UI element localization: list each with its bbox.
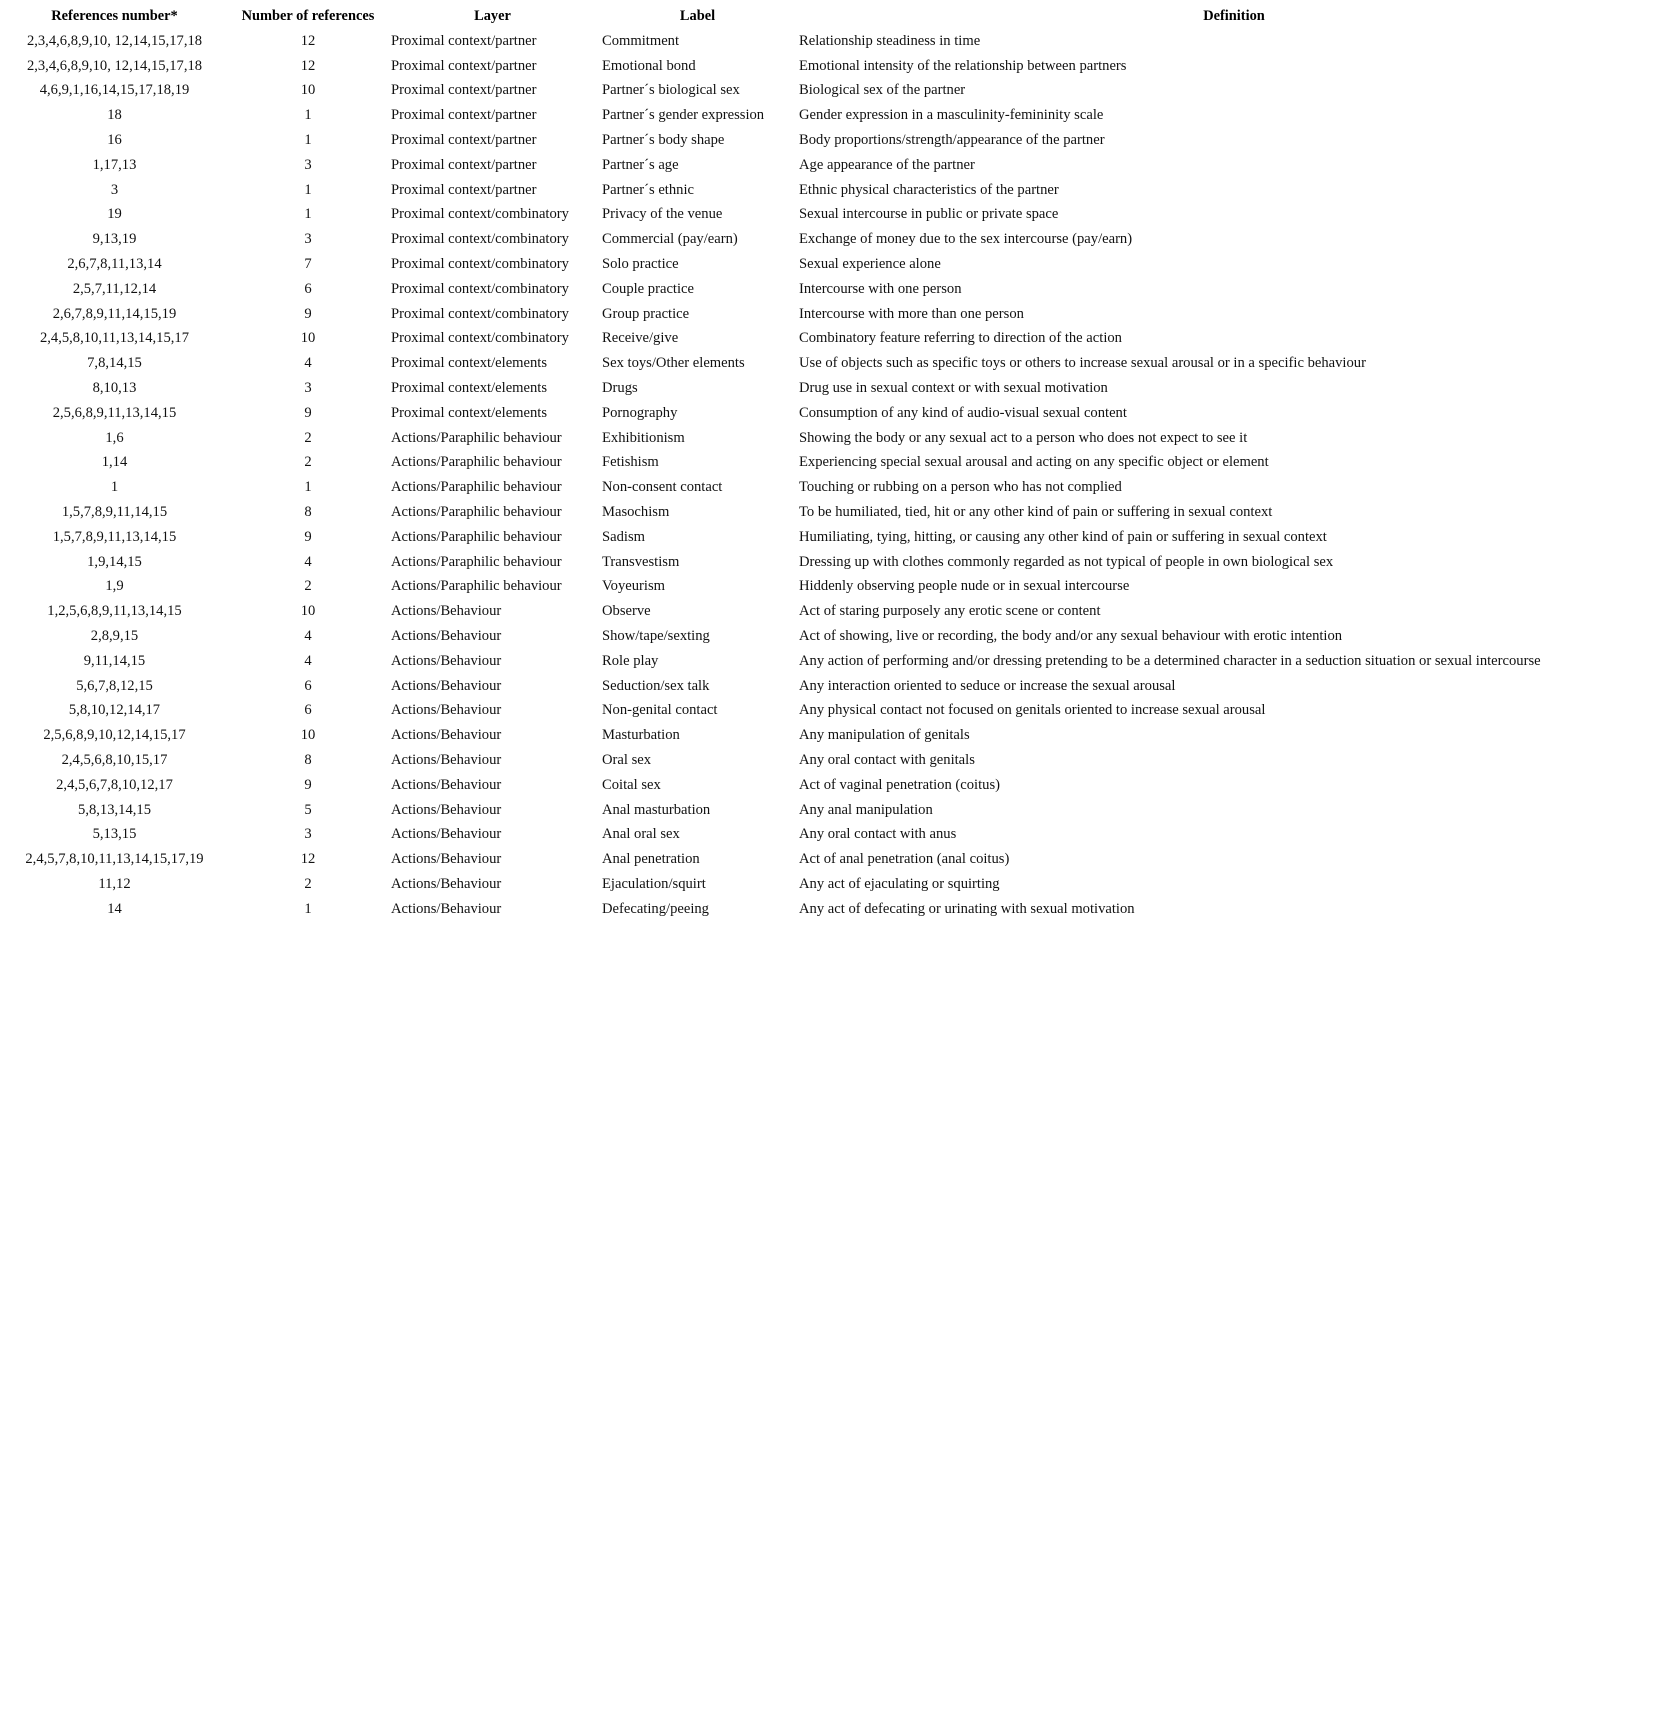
table-row (0, 773, 1671, 798)
number-of-references-cell: 4 (304, 627, 312, 644)
definition-cell: Act of staring purposely any erotic scene or content (799, 603, 1101, 620)
label-cell: Partner´s biological sex (602, 82, 740, 99)
definition-cell: Drug use in sexual context or with sexual motivation (799, 379, 1108, 396)
references-number-cell: 5,13,15 (92, 826, 137, 843)
number-of-references-cell: 12 (300, 851, 316, 868)
number-of-references-cell: 1 (304, 900, 312, 917)
label-cell: Transvestism (602, 553, 680, 570)
number-of-references-cell: 12 (300, 32, 316, 49)
table-body (0, 29, 1671, 922)
table-header-row (0, 4, 1671, 29)
number-of-references-cell: 6 (304, 677, 312, 694)
definition-cell: Any manipulation of genitals (799, 727, 970, 744)
definition-cell: Humiliating, tying, hitting, or causing any other kind of pain or suffering in sexual context (799, 528, 1327, 545)
definition-cell: Ethnic physical characteristics of the partner (799, 181, 1059, 198)
number-of-references-cell: 4 (304, 652, 312, 669)
label-cell: Masturbation (602, 727, 680, 744)
table-row (0, 277, 1671, 302)
references-number-cell: 2,5,6,8,9,10,12,14,15,17 (43, 727, 186, 744)
table-row (0, 351, 1671, 376)
layer-cell: Proximal context/elements (391, 404, 548, 421)
layer-cell: Proximal context/partner (391, 32, 537, 49)
definition-cell: Act of anal penetration (anal coitus) (799, 851, 1010, 868)
definition-cell: Intercourse with one person (799, 280, 962, 297)
references-number-cell: 2,4,5,6,7,8,10,12,17 (56, 776, 173, 793)
label-cell: Masochism (602, 503, 670, 520)
table-row (0, 54, 1671, 79)
references-number-cell: 4,6,9,1,16,14,15,17,18,19 (39, 82, 190, 99)
references-number-cell: 1,17,13 (92, 156, 137, 173)
references-table (0, 4, 1671, 921)
number-of-references-cell: 9 (304, 528, 312, 545)
references-number-cell: 19 (107, 206, 122, 223)
references-number-cell: 2,3,4,6,8,9,10, 12,14,15,17,18 (26, 57, 203, 74)
references-number-cell: 2,3,4,6,8,9,10, 12,14,15,17,18 (26, 32, 203, 49)
references-number-cell: 2,4,5,6,8,10,15,17 (61, 751, 168, 768)
references-number-cell: 1,5,7,8,9,11,14,15 (61, 503, 168, 520)
definition-cell: Any oral contact with anus (799, 826, 957, 843)
table-row (0, 128, 1671, 153)
table-row (0, 500, 1671, 525)
table-row (0, 525, 1671, 550)
table-row (0, 674, 1671, 699)
table-row (0, 153, 1671, 178)
number-of-references-cell: 10 (300, 727, 316, 744)
references-number-cell: 11,12 (98, 875, 131, 892)
definition-cell: Sexual intercourse in public or private space (799, 206, 1059, 223)
number-of-references-cell: 8 (304, 751, 312, 768)
layer-cell: Actions/Behaviour (391, 900, 502, 917)
layer-cell: Actions/Paraphilic behaviour (391, 553, 562, 570)
layer-cell: Proximal context/partner (391, 107, 537, 124)
number-of-references-cell: 1 (304, 181, 312, 198)
number-of-references-cell: 7 (304, 255, 312, 272)
references-number-cell: 2,5,6,8,9,11,13,14,15 (52, 404, 177, 421)
layer-cell: Proximal context/partner (391, 131, 537, 148)
layer-cell: Actions/Behaviour (391, 702, 502, 719)
number-of-references-cell: 6 (304, 280, 312, 297)
number-of-references-cell: 1 (304, 131, 312, 148)
table-row (0, 302, 1671, 327)
layer-cell: Actions/Paraphilic behaviour (391, 429, 562, 446)
layer-cell: Proximal context/partner (391, 156, 537, 173)
number-of-references-cell: 1 (304, 107, 312, 124)
label-cell: Anal penetration (602, 851, 700, 868)
label-cell: Voyeurism (602, 578, 665, 595)
number-of-references-cell: 12 (300, 57, 316, 74)
references-number-cell: 2,6,7,8,9,11,14,15,19 (52, 305, 177, 322)
references-number-cell: 2,4,5,8,10,11,13,14,15,17 (39, 330, 190, 347)
label-cell: Emotional bond (602, 57, 696, 74)
table-row (0, 227, 1671, 252)
label-cell: Fetishism (602, 454, 659, 471)
header-definition: Definition (1203, 8, 1265, 24)
table-row (0, 847, 1671, 872)
label-cell: Privacy of the venue (602, 206, 723, 223)
layer-cell: Proximal context/combinatory (391, 280, 569, 297)
table-row (0, 574, 1671, 599)
header-label: Label (679, 8, 716, 24)
number-of-references-cell: 4 (304, 553, 312, 570)
definition-cell: Exchange of money due to the sex intercourse (pay/earn) (799, 231, 1133, 248)
table-row (0, 599, 1671, 624)
definition-cell: Age appearance of the partner (799, 156, 975, 173)
table-row (0, 376, 1671, 401)
layer-cell: Proximal context/combinatory (391, 305, 569, 322)
label-cell: Solo practice (602, 255, 679, 272)
layer-cell: Actions/Paraphilic behaviour (391, 503, 562, 520)
definition-cell: Any act of defecating or urinating with sexual motivation (799, 900, 1135, 917)
definition-cell: Consumption of any kind of audio-visual sexual content (799, 404, 1127, 421)
number-of-references-cell: 3 (304, 379, 312, 396)
references-number-cell: 1,9,14,15 (87, 553, 142, 570)
references-number-cell: 9,13,19 (92, 231, 137, 248)
layer-cell: Actions/Paraphilic behaviour (391, 454, 562, 471)
references-number-cell: 5,6,7,8,12,15 (76, 677, 153, 694)
number-of-references-cell: 10 (300, 330, 316, 347)
layer-cell: Actions/Paraphilic behaviour (391, 578, 562, 595)
label-cell: Non-consent contact (602, 479, 723, 496)
table-row (0, 202, 1671, 227)
table-row (0, 401, 1671, 426)
definition-cell: Intercourse with more than one person (799, 305, 1024, 322)
label-cell: Show/tape/sexting (602, 627, 710, 644)
number-of-references-cell: 9 (304, 776, 312, 793)
label-cell: Anal masturbation (602, 801, 711, 818)
number-of-references-cell: 10 (300, 603, 316, 620)
label-cell: Role play (602, 652, 659, 669)
table-row (0, 178, 1671, 203)
number-of-references-cell: 1 (304, 206, 312, 223)
references-number-cell: 1,9 (105, 578, 124, 595)
label-cell: Commercial (pay/earn) (602, 231, 738, 248)
table-row (0, 103, 1671, 128)
number-of-references-cell: 4 (304, 355, 312, 372)
layer-cell: Actions/Behaviour (391, 727, 502, 744)
layer-cell: Proximal context/combinatory (391, 330, 569, 347)
table-row (0, 649, 1671, 674)
definition-cell: Dressing up with clothes commonly regarded as not typical of people in own biological sex (799, 553, 1334, 570)
label-cell: Drugs (602, 379, 638, 396)
definition-cell: Act of vaginal penetration (coitus) (799, 776, 1000, 793)
label-cell: Anal oral sex (602, 826, 680, 843)
number-of-references-cell: 6 (304, 702, 312, 719)
definition-cell: Sexual experience alone (799, 255, 941, 272)
references-number-cell: 1 (110, 479, 119, 496)
number-of-references-cell: 8 (304, 503, 312, 520)
definition-cell: Relationship steadiness in time (799, 32, 981, 49)
references-number-cell: 2,4,5,7,8,10,11,13,14,15,17,19 (25, 851, 204, 868)
table-row (0, 475, 1671, 500)
definition-cell: Combinatory feature referring to direction of the action (799, 330, 1122, 347)
definition-cell: To be humiliated, tied, hit or any other kind of pain or suffering in sexual context (799, 503, 1273, 520)
label-cell: Couple practice (602, 280, 694, 297)
definition-cell: Emotional intensity of the relationship between partners (799, 57, 1127, 74)
number-of-references-cell: 9 (304, 404, 312, 421)
label-cell: Ejaculation/squirt (602, 875, 706, 892)
definition-cell: Any anal manipulation (799, 801, 933, 818)
label-cell: Receive/give (602, 330, 679, 347)
table-row (0, 624, 1671, 649)
layer-cell: Proximal context/partner (391, 82, 537, 99)
label-cell: Sadism (602, 528, 645, 545)
layer-cell: Actions/Behaviour (391, 751, 502, 768)
label-cell: Commitment (602, 32, 680, 49)
table-row (0, 698, 1671, 723)
references-number-cell: 2,8,9,15 (90, 627, 139, 644)
label-cell: Sex toys/Other elements (602, 355, 745, 372)
number-of-references-cell: 2 (304, 429, 312, 446)
references-number-cell: 9,11,14,15 (83, 652, 146, 669)
table-row (0, 822, 1671, 847)
number-of-references-cell: 3 (304, 826, 312, 843)
layer-cell: Actions/Paraphilic behaviour (391, 528, 562, 545)
layer-cell: Proximal context/partner (391, 181, 537, 198)
layer-cell: Proximal context/combinatory (391, 255, 569, 272)
references-number-cell: 1,14 (101, 454, 128, 471)
table-row (0, 450, 1671, 475)
layer-cell: Actions/Behaviour (391, 652, 502, 669)
table-row (0, 748, 1671, 773)
layer-cell: Proximal context/elements (391, 379, 548, 396)
label-cell: Defecating/peeing (602, 900, 709, 917)
number-of-references-cell: 2 (304, 578, 312, 595)
header-layer: Layer (474, 8, 511, 24)
layer-cell: Proximal context/partner (391, 57, 537, 74)
references-number-cell: 3 (110, 181, 119, 198)
table-row (0, 426, 1671, 451)
table-row (0, 29, 1671, 54)
number-of-references-cell: 2 (304, 875, 312, 892)
references-number-cell: 1,5,7,8,9,11,13,14,15 (52, 528, 177, 545)
references-number-cell: 7,8,14,15 (87, 355, 142, 372)
references-number-cell: 16 (107, 131, 122, 148)
table-row (0, 326, 1671, 351)
references-number-cell: 5,8,10,12,14,17 (68, 702, 161, 719)
number-of-references-cell: 5 (304, 801, 312, 818)
number-of-references-cell: 1 (304, 479, 312, 496)
header-references-number: References number* (51, 8, 178, 24)
table-row (0, 252, 1671, 277)
references-number-cell: 2,6,7,8,11,13,14 (67, 255, 162, 272)
definition-cell: Act of showing, live or recording, the body and/or any sexual behaviour with erotic intention (799, 627, 1343, 644)
definition-cell: Body proportions/strength/appearance of the partner (799, 131, 1105, 148)
label-cell: Oral sex (602, 751, 652, 768)
label-cell: Partner´s age (602, 156, 679, 173)
definition-cell: Any interaction oriented to seduce or increase the sexual arousal (799, 677, 1176, 694)
definition-cell: Hiddenly observing people nude or in sexual intercourse (799, 578, 1130, 595)
definition-cell: Use of objects such as specific toys or others to increase sexual arousal or in a specific behaviour (799, 355, 1366, 372)
label-cell: Seduction/sex talk (602, 677, 710, 694)
label-cell: Coital sex (602, 776, 661, 793)
references-number-cell: 2,5,7,11,12,14 (72, 280, 157, 297)
layer-cell: Actions/Behaviour (391, 677, 502, 694)
number-of-references-cell: 3 (304, 156, 312, 173)
layer-cell: Actions/Paraphilic behaviour (391, 479, 562, 496)
label-cell: Partner´s body shape (602, 131, 725, 148)
layer-cell: Actions/Behaviour (391, 851, 502, 868)
label-cell: Partner´s ethnic (602, 181, 694, 198)
layer-cell: Actions/Behaviour (391, 875, 502, 892)
layer-cell: Actions/Behaviour (391, 603, 502, 620)
definition-cell: Any oral contact with genitals (799, 751, 975, 768)
definition-cell: Gender expression in a masculinity-femininity scale (799, 107, 1104, 124)
definition-cell: Any action of performing and/or dressing pretending to be a determined character in a seduction situation or sexual intercourse (799, 652, 1541, 669)
table-row (0, 872, 1671, 897)
label-cell: Group practice (602, 305, 690, 322)
table-row (0, 550, 1671, 575)
table-row (0, 798, 1671, 823)
layer-cell: Actions/Behaviour (391, 776, 502, 793)
layer-cell: Actions/Behaviour (391, 627, 502, 644)
label-cell: Exhibitionism (602, 429, 685, 446)
table-row (0, 897, 1671, 922)
definition-cell: Biological sex of the partner (799, 82, 966, 99)
table-row (0, 723, 1671, 748)
layer-cell: Actions/Behaviour (391, 826, 502, 843)
definition-cell: Any physical contact not focused on genitals oriented to increase sexual arousal (799, 702, 1266, 719)
layer-cell: Proximal context/combinatory (391, 231, 569, 248)
label-cell: Pornography (602, 404, 678, 421)
references-number-cell: 18 (107, 107, 122, 124)
number-of-references-cell: 9 (304, 305, 312, 322)
definition-cell: Showing the body or any sexual act to a person who does not expect to see it (799, 429, 1248, 446)
label-cell: Observe (602, 603, 651, 620)
definition-cell: Experiencing special sexual arousal and acting on any specific object or element (799, 454, 1269, 471)
number-of-references-cell: 3 (304, 231, 312, 248)
definition-cell: Any act of ejaculating or squirting (799, 875, 1000, 892)
references-number-cell: 1,2,5,6,8,9,11,13,14,15 (47, 603, 182, 620)
label-cell: Non-genital contact (602, 702, 718, 719)
label-cell: Partner´s gender expression (602, 107, 765, 124)
layer-cell: Actions/Behaviour (391, 801, 502, 818)
definition-cell: Touching or rubbing on a person who has not complied (799, 479, 1122, 496)
layer-cell: Proximal context/combinatory (391, 206, 569, 223)
references-number-cell: 8,10,13 (92, 379, 137, 396)
references-number-cell: 5,8,13,14,15 (78, 801, 151, 818)
layer-cell: Proximal context/elements (391, 355, 548, 372)
number-of-references-cell: 10 (300, 82, 316, 99)
table-row (0, 78, 1671, 103)
number-of-references-cell: 2 (304, 454, 312, 471)
references-number-cell: 1,6 (105, 429, 124, 446)
references-number-cell: 14 (107, 900, 122, 917)
header-number-of-references: Number of references (241, 8, 375, 24)
